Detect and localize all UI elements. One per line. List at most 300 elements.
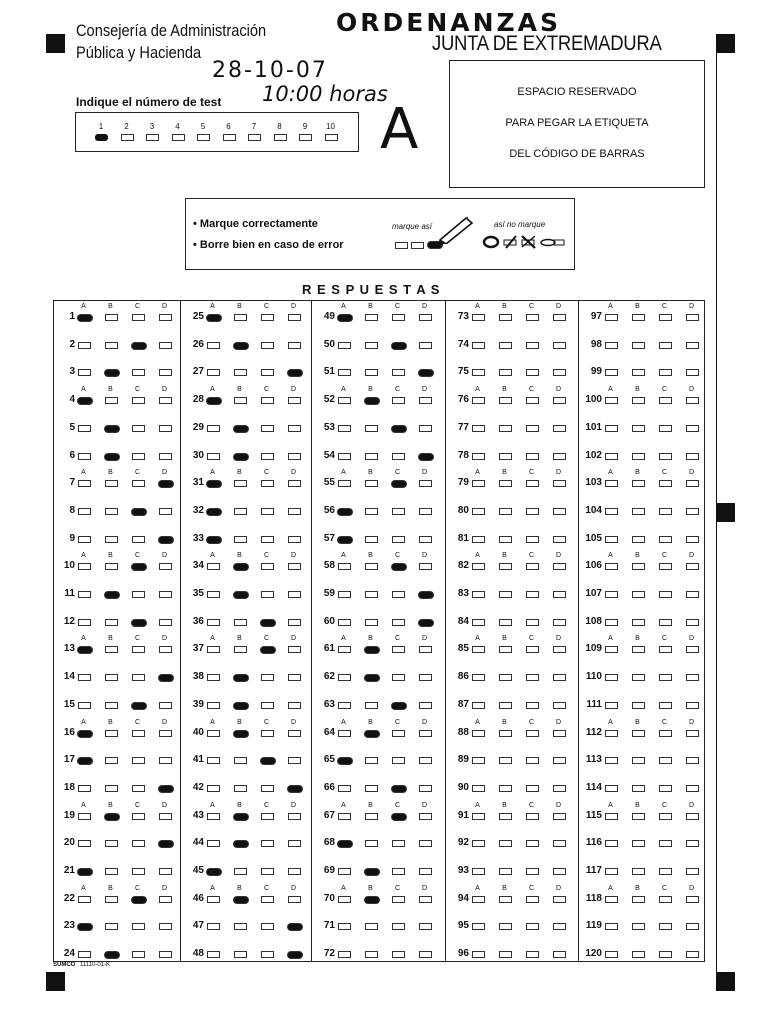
answer-bubble[interactable] xyxy=(132,369,145,376)
answer-bubble[interactable] xyxy=(392,923,405,930)
answer-bubble[interactable] xyxy=(132,536,145,543)
answer-bubble[interactable] xyxy=(419,646,432,653)
answer-bubble[interactable] xyxy=(499,369,512,376)
answer-bubble[interactable] xyxy=(499,342,512,349)
answer-bubble[interactable] xyxy=(526,397,539,404)
answer-bubble[interactable] xyxy=(337,314,353,322)
answer-bubble[interactable] xyxy=(261,563,274,570)
answer-bubble[interactable] xyxy=(132,923,145,930)
answer-bubble[interactable] xyxy=(233,730,249,738)
answer-bubble[interactable] xyxy=(659,923,672,930)
answer-bubble[interactable] xyxy=(499,785,512,792)
answer-bubble[interactable] xyxy=(659,813,672,820)
test-number-bubble[interactable] xyxy=(248,134,261,141)
answer-bubble[interactable] xyxy=(526,785,539,792)
answer-bubble[interactable] xyxy=(132,591,145,598)
answer-bubble[interactable] xyxy=(553,813,566,820)
answer-bubble[interactable] xyxy=(659,563,672,570)
answer-bubble[interactable] xyxy=(288,702,301,709)
answer-bubble[interactable] xyxy=(105,840,118,847)
answer-bubble[interactable] xyxy=(337,508,353,516)
answer-bubble[interactable] xyxy=(632,619,645,626)
answer-bubble[interactable] xyxy=(526,813,539,820)
answer-bubble[interactable] xyxy=(207,702,220,709)
answer-bubble[interactable] xyxy=(392,840,405,847)
answer-bubble[interactable] xyxy=(365,785,378,792)
answer-bubble[interactable] xyxy=(206,868,222,876)
answer-bubble[interactable] xyxy=(686,868,699,875)
answer-bubble[interactable] xyxy=(686,342,699,349)
answer-bubble[interactable] xyxy=(419,868,432,875)
answer-bubble[interactable] xyxy=(233,425,249,433)
answer-bubble[interactable] xyxy=(159,813,172,820)
answer-bubble[interactable] xyxy=(365,369,378,376)
answer-bubble[interactable] xyxy=(104,369,120,377)
answer-bubble[interactable] xyxy=(553,951,566,958)
answer-bubble[interactable] xyxy=(337,757,353,765)
answer-bubble[interactable] xyxy=(105,757,118,764)
answer-bubble[interactable] xyxy=(288,314,301,321)
answer-bubble[interactable] xyxy=(338,591,351,598)
answer-bubble[interactable] xyxy=(234,508,247,515)
answer-bubble[interactable] xyxy=(288,730,301,737)
answer-bubble[interactable] xyxy=(605,397,618,404)
answer-bubble[interactable] xyxy=(472,425,485,432)
answer-bubble[interactable] xyxy=(659,674,672,681)
answer-bubble[interactable] xyxy=(261,369,274,376)
answer-bubble[interactable] xyxy=(418,453,434,461)
answer-bubble[interactable] xyxy=(499,757,512,764)
answer-bubble[interactable] xyxy=(553,702,566,709)
answer-bubble[interactable] xyxy=(632,785,645,792)
answer-bubble[interactable] xyxy=(499,951,512,958)
answer-bubble[interactable] xyxy=(686,619,699,626)
answer-bubble[interactable] xyxy=(131,342,147,350)
answer-bubble[interactable] xyxy=(233,840,249,848)
answer-bubble[interactable] xyxy=(132,951,145,958)
answer-bubble[interactable] xyxy=(338,453,351,460)
answer-bubble[interactable] xyxy=(526,951,539,958)
answer-bubble[interactable] xyxy=(132,453,145,460)
answer-bubble[interactable] xyxy=(659,840,672,847)
answer-bubble[interactable] xyxy=(553,646,566,653)
answer-bubble[interactable] xyxy=(131,896,147,904)
answer-bubble[interactable] xyxy=(234,757,247,764)
answer-bubble[interactable] xyxy=(338,369,351,376)
answer-bubble[interactable] xyxy=(553,536,566,543)
answer-bubble[interactable] xyxy=(659,619,672,626)
answer-bubble[interactable] xyxy=(207,923,220,930)
answer-bubble[interactable] xyxy=(159,342,172,349)
answer-bubble[interactable] xyxy=(499,868,512,875)
answer-bubble[interactable] xyxy=(338,730,351,737)
answer-bubble[interactable] xyxy=(206,508,222,516)
answer-bubble[interactable] xyxy=(632,591,645,598)
answer-bubble[interactable] xyxy=(131,508,147,516)
answer-bubble[interactable] xyxy=(364,646,380,654)
answer-bubble[interactable] xyxy=(234,785,247,792)
answer-bubble[interactable] xyxy=(659,453,672,460)
answer-bubble[interactable] xyxy=(419,951,432,958)
answer-bubble[interactable] xyxy=(78,619,91,626)
answer-bubble[interactable] xyxy=(78,785,91,792)
answer-bubble[interactable] xyxy=(364,868,380,876)
answer-bubble[interactable] xyxy=(132,480,145,487)
answer-bubble[interactable] xyxy=(392,896,405,903)
answer-bubble[interactable] xyxy=(526,702,539,709)
test-number-bubble[interactable] xyxy=(299,134,312,141)
answer-bubble[interactable] xyxy=(233,591,249,599)
answer-bubble[interactable] xyxy=(261,591,274,598)
answer-bubble[interactable] xyxy=(605,813,618,820)
answer-bubble[interactable] xyxy=(632,868,645,875)
answer-bubble[interactable] xyxy=(391,563,407,571)
answer-bubble[interactable] xyxy=(337,536,353,544)
answer-bubble[interactable] xyxy=(132,674,145,681)
answer-bubble[interactable] xyxy=(78,453,91,460)
answer-bubble[interactable] xyxy=(391,702,407,710)
answer-bubble[interactable] xyxy=(632,951,645,958)
answer-bubble[interactable] xyxy=(105,480,118,487)
answer-bubble[interactable] xyxy=(392,453,405,460)
answer-bubble[interactable] xyxy=(553,453,566,460)
answer-bubble[interactable] xyxy=(288,757,301,764)
answer-bubble[interactable] xyxy=(105,702,118,709)
answer-bubble[interactable] xyxy=(472,536,485,543)
answer-bubble[interactable] xyxy=(338,646,351,653)
answer-bubble[interactable] xyxy=(526,508,539,515)
answer-bubble[interactable] xyxy=(338,951,351,958)
answer-bubble[interactable] xyxy=(605,342,618,349)
answer-bubble[interactable] xyxy=(472,369,485,376)
answer-bubble[interactable] xyxy=(233,896,249,904)
answer-bubble[interactable] xyxy=(659,480,672,487)
answer-bubble[interactable] xyxy=(392,757,405,764)
answer-bubble[interactable] xyxy=(132,868,145,875)
answer-bubble[interactable] xyxy=(261,342,274,349)
answer-bubble[interactable] xyxy=(419,923,432,930)
answer-bubble[interactable] xyxy=(392,619,405,626)
answer-bubble[interactable] xyxy=(77,314,93,322)
answer-bubble[interactable] xyxy=(605,314,618,321)
answer-bubble[interactable] xyxy=(234,619,247,626)
answer-bubble[interactable] xyxy=(553,674,566,681)
answer-bubble[interactable] xyxy=(261,785,274,792)
answer-bubble[interactable] xyxy=(659,896,672,903)
answer-bubble[interactable] xyxy=(686,923,699,930)
answer-bubble[interactable] xyxy=(499,646,512,653)
answer-bubble[interactable] xyxy=(605,591,618,598)
answer-bubble[interactable] xyxy=(686,646,699,653)
answer-bubble[interactable] xyxy=(206,480,222,488)
answer-bubble[interactable] xyxy=(260,757,276,765)
answer-bubble[interactable] xyxy=(233,342,249,350)
answer-bubble[interactable] xyxy=(605,508,618,515)
answer-bubble[interactable] xyxy=(159,563,172,570)
answer-bubble[interactable] xyxy=(233,674,249,682)
answer-bubble[interactable] xyxy=(78,508,91,515)
answer-bubble[interactable] xyxy=(364,896,380,904)
answer-bubble[interactable] xyxy=(131,563,147,571)
answer-bubble[interactable] xyxy=(207,619,220,626)
answer-bubble[interactable] xyxy=(686,951,699,958)
answer-bubble[interactable] xyxy=(686,840,699,847)
answer-bubble[interactable] xyxy=(364,397,380,405)
answer-bubble[interactable] xyxy=(526,896,539,903)
answer-bubble[interactable] xyxy=(104,813,120,821)
answer-bubble[interactable] xyxy=(365,314,378,321)
answer-bubble[interactable] xyxy=(261,397,274,404)
answer-bubble[interactable] xyxy=(659,785,672,792)
answer-bubble[interactable] xyxy=(131,619,147,627)
answer-bubble[interactable] xyxy=(526,646,539,653)
answer-bubble[interactable] xyxy=(659,397,672,404)
test-number-bubble[interactable] xyxy=(172,134,185,141)
answer-bubble[interactable] xyxy=(605,868,618,875)
answer-bubble[interactable] xyxy=(659,536,672,543)
answer-bubble[interactable] xyxy=(472,868,485,875)
answer-bubble[interactable] xyxy=(419,314,432,321)
answer-bubble[interactable] xyxy=(605,896,618,903)
answer-bubble[interactable] xyxy=(365,591,378,598)
answer-bubble[interactable] xyxy=(472,674,485,681)
answer-bubble[interactable] xyxy=(419,730,432,737)
answer-bubble[interactable] xyxy=(261,453,274,460)
answer-bubble[interactable] xyxy=(686,314,699,321)
answer-bubble[interactable] xyxy=(104,453,120,461)
answer-bubble[interactable] xyxy=(686,674,699,681)
answer-bubble[interactable] xyxy=(392,369,405,376)
test-number-bubble[interactable] xyxy=(223,134,236,141)
answer-bubble[interactable] xyxy=(686,591,699,598)
answer-bubble[interactable] xyxy=(632,563,645,570)
answer-bubble[interactable] xyxy=(632,813,645,820)
answer-bubble[interactable] xyxy=(159,646,172,653)
answer-bubble[interactable] xyxy=(207,674,220,681)
answer-bubble[interactable] xyxy=(686,453,699,460)
answer-bubble[interactable] xyxy=(234,951,247,958)
answer-bubble[interactable] xyxy=(553,591,566,598)
answer-bubble[interactable] xyxy=(392,397,405,404)
answer-bubble[interactable] xyxy=(132,840,145,847)
answer-bubble[interactable] xyxy=(207,757,220,764)
answer-bubble[interactable] xyxy=(288,563,301,570)
answer-bubble[interactable] xyxy=(364,674,380,682)
answer-bubble[interactable] xyxy=(472,840,485,847)
answer-bubble[interactable] xyxy=(391,480,407,488)
answer-bubble[interactable] xyxy=(105,342,118,349)
answer-bubble[interactable] xyxy=(472,342,485,349)
answer-bubble[interactable] xyxy=(159,453,172,460)
answer-bubble[interactable] xyxy=(288,646,301,653)
answer-bubble[interactable] xyxy=(287,785,303,793)
answer-bubble[interactable] xyxy=(605,480,618,487)
answer-bubble[interactable] xyxy=(207,369,220,376)
answer-bubble[interactable] xyxy=(207,840,220,847)
answer-bubble[interactable] xyxy=(499,923,512,930)
answer-bubble[interactable] xyxy=(392,730,405,737)
answer-bubble[interactable] xyxy=(499,896,512,903)
answer-bubble[interactable] xyxy=(472,702,485,709)
answer-bubble[interactable] xyxy=(418,591,434,599)
answer-bubble[interactable] xyxy=(261,425,274,432)
answer-bubble[interactable] xyxy=(499,536,512,543)
answer-bubble[interactable] xyxy=(260,646,276,654)
answer-bubble[interactable] xyxy=(78,425,91,432)
answer-bubble[interactable] xyxy=(365,342,378,349)
answer-bubble[interactable] xyxy=(686,480,699,487)
answer-bubble[interactable] xyxy=(419,757,432,764)
answer-bubble[interactable] xyxy=(392,314,405,321)
answer-bubble[interactable] xyxy=(104,951,120,959)
answer-bubble[interactable] xyxy=(288,536,301,543)
answer-bubble[interactable] xyxy=(553,480,566,487)
answer-bubble[interactable] xyxy=(499,397,512,404)
answer-bubble[interactable] xyxy=(287,369,303,377)
answer-bubble[interactable] xyxy=(338,674,351,681)
answer-bubble[interactable] xyxy=(499,813,512,820)
answer-bubble[interactable] xyxy=(105,536,118,543)
answer-bubble[interactable] xyxy=(338,397,351,404)
answer-bubble[interactable] xyxy=(605,674,618,681)
answer-bubble[interactable] xyxy=(365,425,378,432)
answer-bubble[interactable] xyxy=(77,923,93,931)
answer-bubble[interactable] xyxy=(526,591,539,598)
answer-bubble[interactable] xyxy=(632,342,645,349)
answer-bubble[interactable] xyxy=(391,813,407,821)
answer-bubble[interactable] xyxy=(365,951,378,958)
answer-bubble[interactable] xyxy=(686,369,699,376)
answer-bubble[interactable] xyxy=(499,453,512,460)
answer-bubble[interactable] xyxy=(686,508,699,515)
answer-bubble[interactable] xyxy=(132,397,145,404)
answer-bubble[interactable] xyxy=(526,730,539,737)
answer-bubble[interactable] xyxy=(338,923,351,930)
answer-bubble[interactable] xyxy=(234,314,247,321)
answer-bubble[interactable] xyxy=(233,453,249,461)
answer-bubble[interactable] xyxy=(207,453,220,460)
answer-bubble[interactable] xyxy=(338,342,351,349)
answer-bubble[interactable] xyxy=(686,702,699,709)
answer-bubble[interactable] xyxy=(159,619,172,626)
answer-bubble[interactable] xyxy=(391,425,407,433)
answer-bubble[interactable] xyxy=(526,923,539,930)
answer-bubble[interactable] xyxy=(499,480,512,487)
answer-bubble[interactable] xyxy=(261,480,274,487)
answer-bubble[interactable] xyxy=(605,923,618,930)
answer-bubble[interactable] xyxy=(605,730,618,737)
answer-bubble[interactable] xyxy=(260,619,276,627)
answer-bubble[interactable] xyxy=(207,896,220,903)
answer-bubble[interactable] xyxy=(77,730,93,738)
answer-bubble[interactable] xyxy=(159,314,172,321)
answer-bubble[interactable] xyxy=(526,757,539,764)
answer-bubble[interactable] xyxy=(472,813,485,820)
answer-bubble[interactable] xyxy=(338,813,351,820)
answer-bubble[interactable] xyxy=(659,591,672,598)
answer-bubble[interactable] xyxy=(553,397,566,404)
answer-bubble[interactable] xyxy=(233,563,249,571)
answer-bubble[interactable] xyxy=(365,480,378,487)
answer-bubble[interactable] xyxy=(77,646,93,654)
answer-bubble[interactable] xyxy=(338,702,351,709)
answer-bubble[interactable] xyxy=(391,785,407,793)
answer-bubble[interactable] xyxy=(365,702,378,709)
answer-bubble[interactable] xyxy=(337,840,353,848)
answer-bubble[interactable] xyxy=(632,730,645,737)
answer-bubble[interactable] xyxy=(526,840,539,847)
answer-bubble[interactable] xyxy=(526,480,539,487)
answer-bubble[interactable] xyxy=(392,536,405,543)
answer-bubble[interactable] xyxy=(659,508,672,515)
answer-bubble[interactable] xyxy=(158,674,174,682)
answer-bubble[interactable] xyxy=(338,896,351,903)
answer-bubble[interactable] xyxy=(78,591,91,598)
answer-bubble[interactable] xyxy=(78,480,91,487)
answer-bubble[interactable] xyxy=(338,619,351,626)
answer-bubble[interactable] xyxy=(632,896,645,903)
answer-bubble[interactable] xyxy=(605,619,618,626)
answer-bubble[interactable] xyxy=(365,757,378,764)
test-number-bubble[interactable] xyxy=(95,134,108,141)
answer-bubble[interactable] xyxy=(287,951,303,959)
answer-bubble[interactable] xyxy=(659,425,672,432)
answer-bubble[interactable] xyxy=(338,785,351,792)
answer-bubble[interactable] xyxy=(159,425,172,432)
answer-bubble[interactable] xyxy=(234,397,247,404)
answer-bubble[interactable] xyxy=(659,646,672,653)
answer-bubble[interactable] xyxy=(132,425,145,432)
answer-bubble[interactable] xyxy=(605,453,618,460)
answer-bubble[interactable] xyxy=(632,508,645,515)
answer-bubble[interactable] xyxy=(288,619,301,626)
answer-bubble[interactable] xyxy=(686,730,699,737)
answer-bubble[interactable] xyxy=(632,425,645,432)
answer-bubble[interactable] xyxy=(686,425,699,432)
answer-bubble[interactable] xyxy=(78,342,91,349)
answer-bubble[interactable] xyxy=(159,369,172,376)
answer-bubble[interactable] xyxy=(159,868,172,875)
answer-bubble[interactable] xyxy=(365,563,378,570)
answer-bubble[interactable] xyxy=(105,397,118,404)
answer-bubble[interactable] xyxy=(419,785,432,792)
answer-bubble[interactable] xyxy=(78,563,91,570)
answer-bubble[interactable] xyxy=(553,342,566,349)
answer-bubble[interactable] xyxy=(288,591,301,598)
answer-bubble[interactable] xyxy=(632,397,645,404)
test-number-bubble[interactable] xyxy=(197,134,210,141)
answer-bubble[interactable] xyxy=(207,730,220,737)
answer-bubble[interactable] xyxy=(553,314,566,321)
answer-bubble[interactable] xyxy=(526,868,539,875)
answer-bubble[interactable] xyxy=(234,923,247,930)
answer-bubble[interactable] xyxy=(287,923,303,931)
answer-bubble[interactable] xyxy=(104,425,120,433)
answer-bubble[interactable] xyxy=(261,868,274,875)
answer-bubble[interactable] xyxy=(553,896,566,903)
answer-bubble[interactable] xyxy=(288,453,301,460)
test-number-bubble[interactable] xyxy=(121,134,134,141)
answer-bubble[interactable] xyxy=(392,646,405,653)
answer-bubble[interactable] xyxy=(158,785,174,793)
answer-bubble[interactable] xyxy=(472,923,485,930)
answer-bubble[interactable] xyxy=(472,646,485,653)
answer-bubble[interactable] xyxy=(206,314,222,322)
answer-bubble[interactable] xyxy=(472,785,485,792)
answer-bubble[interactable] xyxy=(288,868,301,875)
answer-bubble[interactable] xyxy=(526,314,539,321)
answer-bubble[interactable] xyxy=(499,730,512,737)
